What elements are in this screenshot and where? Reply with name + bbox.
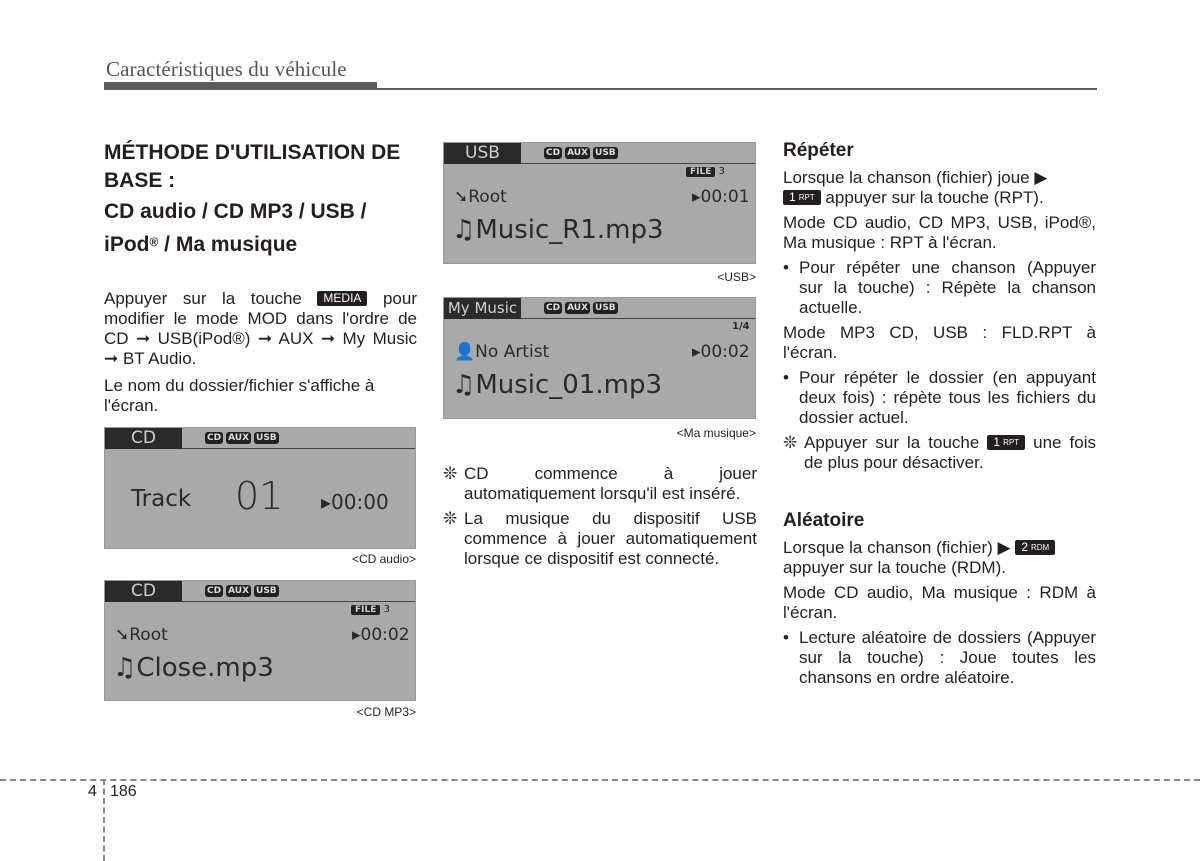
note-asterism-icon: ❊ xyxy=(443,509,458,528)
lcd-usb xyxy=(443,142,756,264)
music-note-icon: ♫ xyxy=(452,370,476,400)
subheading-ma-musique: / Ma musique xyxy=(158,233,298,256)
file-number: 3 xyxy=(718,166,725,177)
media-text-b: pour modifier le mode MOD dans l'ordre de CD ➞ USB(iPod®) ➞ AUX ➞ My Music ➞ BT Audio. xyxy=(104,289,417,368)
repeat-mode-2: Mode MP3 CD, USB : FLD.RPT à l'écran. xyxy=(783,323,1096,362)
middle-notes xyxy=(443,464,757,569)
file-number: 3 xyxy=(383,604,390,615)
repeat-text-b: appuyer sur la touche (RPT). xyxy=(820,188,1044,207)
song-name: Music_R1.mp3 xyxy=(475,215,664,245)
folder-icon: ➘ xyxy=(115,625,130,645)
random-mode: Mode CD audio, Ma musique : RDM à l'écran. xyxy=(783,583,1096,622)
tag-cd: CD xyxy=(207,433,222,443)
caption-cd-mp3: <CD MP3> xyxy=(356,705,416,719)
folder-name: Root xyxy=(129,625,168,645)
footer-dashed-rule xyxy=(0,779,1200,781)
folder-info: Le nom du dossier/fichier s'affiche à l'écran. xyxy=(104,376,375,415)
play-time: ▸00:02 xyxy=(692,342,750,362)
rdm-key-label: RDM xyxy=(1031,543,1050,552)
music-note-icon: ♫ xyxy=(452,215,476,245)
play-time: ▸00:01 xyxy=(692,187,750,207)
footer-dashed-divider xyxy=(103,779,105,861)
file-badge xyxy=(686,166,725,177)
tag-aux: AUX xyxy=(228,433,250,443)
folder-row xyxy=(115,625,168,645)
person-icon: 👤 xyxy=(454,342,476,362)
bullet-text: Pour répéter le dossier (en appuyant deux fois) : répète tous les fichiers du dossier actuel. xyxy=(799,368,1096,427)
tag-aux: AUX xyxy=(567,148,589,158)
track-label: Track xyxy=(131,486,192,512)
repeat-instruction xyxy=(783,168,1096,208)
random-section xyxy=(783,509,1096,688)
folder-name: Root xyxy=(468,187,507,207)
bullet-text: Pour répéter une chanson (Appuyer sur la touche) : Répète la chanson actuelle. xyxy=(799,258,1096,317)
chapter-number: 4 xyxy=(88,783,97,800)
page-number: 186 xyxy=(110,783,137,800)
media-text-a: Appuyer sur la touche xyxy=(104,289,318,308)
note-text: La musique du dispositif USB commence à jouer automatiquement lorsque ce dispositif est connecté. xyxy=(464,509,757,568)
note-text-a: Appuyer sur la touche xyxy=(804,433,988,452)
lcd-my-music xyxy=(443,297,756,419)
song-row xyxy=(452,370,662,400)
lcd-cd-audio xyxy=(104,427,416,549)
folder-icon: ➘ xyxy=(454,187,469,207)
track-count: 1/4 xyxy=(732,321,750,332)
bullet-text: Lecture aléatoire de dossiers (Appuyer sur la touche) : Joue toutes les chansons en ordre aléatoire. xyxy=(799,628,1096,687)
play-time: ▸00:02 xyxy=(352,625,410,645)
repeat-text-a: Lorsque la chanson (fichier) joue ▶ xyxy=(783,168,1048,187)
play-time: ▸00:00 xyxy=(321,490,389,514)
artist-row xyxy=(454,342,549,362)
folder-row xyxy=(454,187,507,207)
tag-usb: USB xyxy=(595,303,616,313)
lcd-source-tags xyxy=(205,432,279,444)
lcd-source-tags xyxy=(205,585,279,597)
note-text-b: une fois de plus pour désactiver. xyxy=(804,433,1097,472)
header-rule-thick xyxy=(104,82,377,90)
note-asterism-icon: ❊ xyxy=(443,464,458,483)
repeat-bullet-1 xyxy=(783,258,1096,318)
rdm-key xyxy=(1015,540,1055,555)
repeat-bullet-2 xyxy=(783,368,1096,428)
bullet-dot: • xyxy=(783,258,789,277)
track-number: 01 xyxy=(235,474,284,518)
lcd-cd-mp3 xyxy=(104,580,416,701)
rpt-key-num: 1 xyxy=(993,435,1001,449)
rdm-key-num: 2 xyxy=(1021,540,1028,554)
song-row xyxy=(113,653,274,683)
tag-aux: AUX xyxy=(567,303,589,313)
note-text xyxy=(804,433,1096,473)
note-asterism-icon: ❊ xyxy=(783,433,798,452)
section-heading: MÉTHODE D'UTILISATION DE BASE : xyxy=(104,141,401,192)
subheading-line1: CD audio / CD MP3 / USB / xyxy=(104,200,367,223)
media-key: MEDIA xyxy=(317,291,367,306)
note-cd-autoplay xyxy=(443,464,757,504)
random-text-a: Lorsque la chanson (fichier) ▶ xyxy=(783,538,1016,557)
lcd-mode-label: CD xyxy=(105,581,182,602)
random-text-b: appuyer sur la touche (RDM). xyxy=(783,558,1006,577)
song-name: Close.mp3 xyxy=(136,653,274,683)
bullet-dot: • xyxy=(783,368,789,387)
random-title: Aléatoire xyxy=(783,510,865,531)
music-note-icon: ♫ xyxy=(113,653,137,683)
note-usb-autoplay xyxy=(443,509,757,569)
subheading-ipod: iPod xyxy=(104,233,150,256)
lcd-source-tags xyxy=(544,147,618,159)
caption-cd-audio: <CD audio> xyxy=(351,552,416,566)
tag-usb: USB xyxy=(595,148,616,158)
rpt-key-label: RPT xyxy=(798,193,815,202)
tag-cd: CD xyxy=(546,148,561,158)
tag-usb: USB xyxy=(256,586,277,596)
media-instruction xyxy=(104,289,417,369)
lcd-mode-label: CD xyxy=(105,428,182,449)
rpt-key xyxy=(783,190,821,205)
tag-aux: AUX xyxy=(228,586,250,596)
left-intro xyxy=(104,289,417,416)
repeat-mode-1: Mode CD audio, CD MP3, USB, iPod®, Ma musique : RPT à l'écran. xyxy=(783,213,1096,252)
bullet-dot: • xyxy=(783,628,789,647)
song-name: Music_01.mp3 xyxy=(475,370,663,400)
random-instruction xyxy=(783,538,1096,578)
registered-mark: ® xyxy=(149,235,159,249)
file-label: FILE xyxy=(351,605,380,615)
tag-usb: USB xyxy=(256,433,277,443)
repeat-note xyxy=(783,433,1096,473)
section-subheading xyxy=(104,197,424,260)
artist-name: No Artist xyxy=(475,342,550,362)
lcd-source-tags xyxy=(544,302,618,314)
caption-my-music: <Ma musique> xyxy=(676,426,756,440)
repeat-title: Répéter xyxy=(783,140,854,161)
random-bullet-1 xyxy=(783,628,1096,688)
caption-usb: <USB> xyxy=(717,270,756,284)
lcd-mode-label: USB xyxy=(444,143,521,164)
note-text: CD commence à jouer automatiquement lorsqu'il est inséré. xyxy=(464,464,757,503)
file-badge xyxy=(351,604,390,615)
repeat-section xyxy=(783,139,1096,473)
tag-cd: CD xyxy=(207,586,222,596)
lcd-mode-label: My Music xyxy=(444,298,521,319)
rpt-key xyxy=(987,435,1025,450)
tag-cd: CD xyxy=(546,303,561,313)
header-rule-thin xyxy=(377,88,1097,90)
file-label: FILE xyxy=(686,167,715,177)
song-row xyxy=(452,215,664,245)
rpt-key-num: 1 xyxy=(789,190,796,204)
page-header-title: Caractéristiques du véhicule xyxy=(106,57,347,81)
rpt-key-label: RPT xyxy=(1003,438,1020,447)
